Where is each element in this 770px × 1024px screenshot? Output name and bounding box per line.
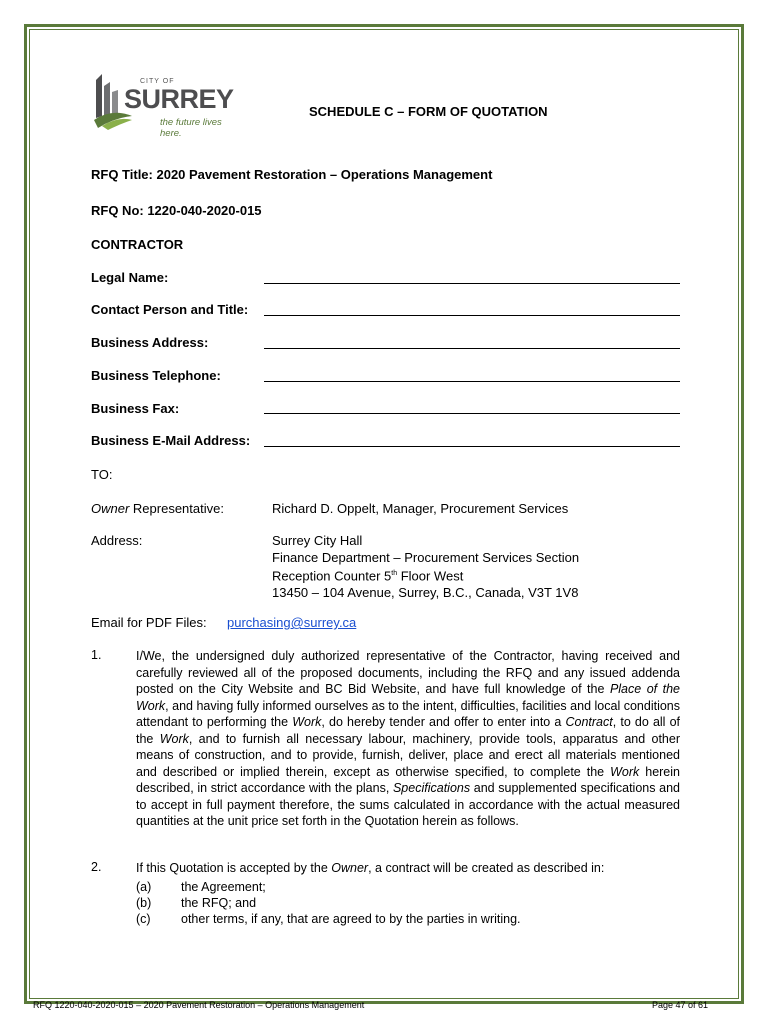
item-1-italic: Place of the Work [136,682,681,713]
logo-tagline: the future lives here. [160,117,222,139]
to-label: TO: [91,467,113,482]
surrey-logo [92,72,242,139]
item-1-italic: Specifications [392,781,471,795]
item-2-intro-b: , a contract will be created as described in: [368,861,605,875]
item-1-italic: Work [610,764,640,779]
item-1-part: , and having fully informed ourselves as to the intent, difficulties, facilities and local conditions attendant to performing the [136,698,680,729]
field-label-business-telephone: Business Telephone: [91,368,221,383]
field-label-business-address: Business Address: [91,335,209,350]
field-line-business-address[interactable] [264,348,680,349]
item-2-sub-c-text: other terms, if any, that are agreed to by the parties in writing. [181,912,521,926]
field-line-business-email[interactable] [264,446,680,447]
rfq-title: RFQ Title: 2020 Pavement Restoration – Operations Management [91,167,493,182]
field-label-legal-name: Legal Name: [91,270,169,285]
address-line-4: 13450 – 104 Avenue, Surrey, B.C., Canada, V3T 1V8 [272,584,579,600]
item-1-text [136,648,680,830]
item-1-part: herein described, in strict accordance with the plans, [136,764,680,795]
item-1-italic: Work [292,715,322,729]
footer-page-number: Page 47 of 61 [652,1000,709,1010]
item-1-italic: Work [159,731,189,746]
item-2-intro [136,860,680,877]
field-label-business-fax: Business Fax: [91,401,180,416]
logo-city-of: CITY OF [140,78,175,85]
owner-label-rest: Representative: [129,501,224,516]
field-line-contact-person[interactable] [264,315,680,316]
email-label: Email for PDF Files: [91,615,207,630]
owner-label-italic: Owner [91,501,130,516]
item-1-part: and supplemented specifications and to accept in full payment therefore, the sums calculated in accordance with the actual measured quantities at the unit price set forth in the Quotation herein as follows. [136,781,680,828]
item-2-intro-italic: Owner [331,861,369,875]
field-line-legal-name[interactable] [264,283,680,284]
item-1-part: , do hereby tender and offer to enter into a [321,715,566,729]
item-2-number: 2. [91,860,102,874]
contractor-heading: CONTRACTOR [91,237,184,252]
item-2-sub-b-label: (b) [136,896,152,910]
field-line-business-telephone[interactable] [264,381,680,382]
item-2-sub-c-label: (c) [136,912,151,926]
item-1-part: I/We, the undersigned duly authorized representative of the Contractor, having received and carefully reviewed all of the proposed documents, including the RFQ and any issued addenda posted on the City Website and BC Bid Website, and have full knowledge of the [136,649,680,696]
item-2-sub-a-label: (a) [136,880,152,894]
address-line-1: Surrey City Hall [272,533,363,548]
logo-name: SURREY [124,84,234,114]
item-2-sub-b-text: the RFQ; and [181,896,257,910]
email-link[interactable]: purchasing@surrey.ca [227,615,357,630]
address-block [272,533,579,601]
owner-label [91,501,224,516]
address-line-3-suffix: Floor West [397,568,464,584]
address-line-3 [272,566,579,585]
address-line-2: Finance Department – Procurement Services Section [272,549,580,565]
owner-value: Richard D. Oppelt, Manager, Procurement Services [272,501,569,516]
item-1-number: 1. [91,648,102,662]
field-label-contact-person: Contact Person and Title: [91,302,249,317]
item-1-part: , and to furnish all necessary labour, machinery, provide tools, apparatus and other means of construction, and to provide, furnish, deliver, place and erect all materials mentioned and described or implied therein, except as otherwise specified, to complete the [136,731,680,779]
item-2-intro-a: If this Quotation is accepted by the [136,861,332,875]
item-1-part: , to do all of the [136,715,681,746]
item-1-italic: Contract [565,715,613,729]
address-superscript: th [391,570,398,577]
item-2-sub-a-text: the Agreement; [181,880,266,894]
footer-left: RFQ 1220-040-2020-015 – 2020 Pavement Restoration – Operations Management [33,1000,365,1010]
address-line-3-main: Reception Counter 5 [272,568,392,584]
address-label: Address: [91,533,143,548]
field-label-business-email: Business E-Mail Address: [91,433,251,448]
rfq-number: RFQ No: 1220-040-2020-015 [91,203,262,218]
page-title: SCHEDULE C – FORM OF QUOTATION [309,104,548,119]
field-line-business-fax[interactable] [264,413,680,414]
